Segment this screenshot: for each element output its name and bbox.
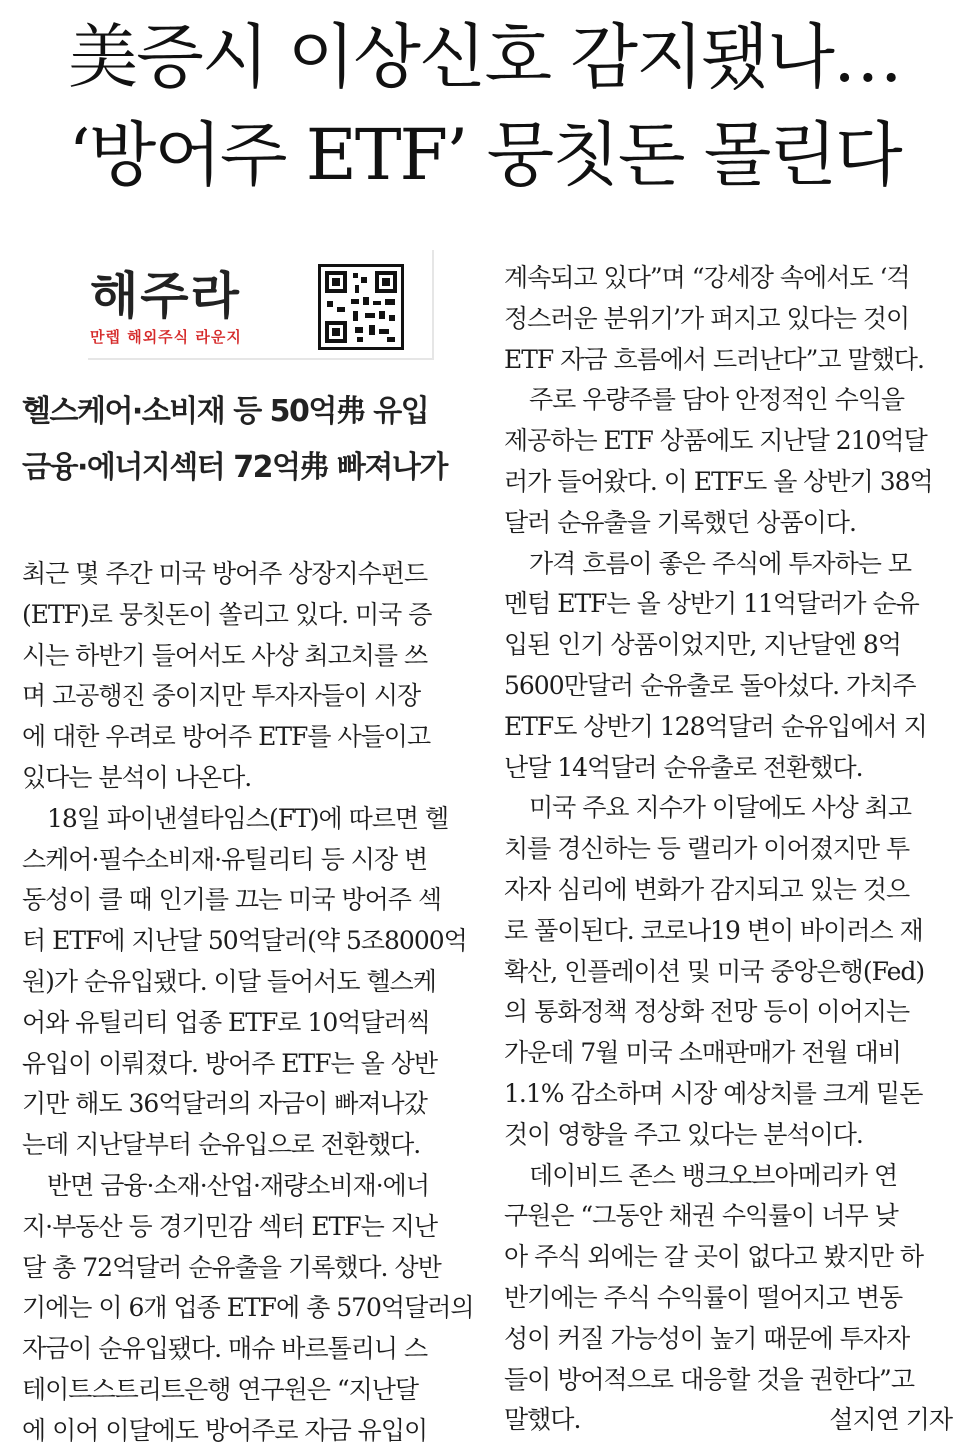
subheadline [22,384,484,496]
body-line: 가격 흐름이 좋은 주식에 투자하는 모 [529,548,911,578]
body-line: 들이 방어적으로 대응할 것을 권한다”고 [504,1364,914,1394]
body-line: 유입이 이뤄졌다. 방어주 ETF는 올 상반 [22,1048,438,1078]
body-line: 계속되고 있다”며 “강세장 속에서도 ‘걱 [504,263,910,292]
byline: 설지연 기자 [829,1405,952,1435]
body-line: 기만 해도 36억달러의 자금이 빠져나갔 [22,1089,427,1119]
body-line: 에 대한 우려로 방어주 ETF를 사들이고 [22,722,431,752]
body-line: 며 고공행진 중이지만 투자자들이 시장 [22,681,421,711]
headline-line-2: ‘방어주 ETF’ 뭉칫돈 몰린다 [68,114,901,196]
body-line: 달러 순유출을 기록했던 상품이다. [504,507,856,537]
headline [0,8,969,204]
subheadline-line-1: 헬스케어·소비재 등 50억弗 유입 [22,394,429,429]
body-line: 아 주식 외에는 갈 곳이 없다고 봤지만 하 [504,1242,924,1272]
body-line: 스케어·필수소비재·유틸리티 등 시장 변 [22,844,428,874]
subheadline-line-2: 금융·에너지섹터 72억弗 빠져나가 [22,450,447,485]
body-line: 로 풀이된다. 코로나19 변이 바이러스 재 [504,915,923,945]
body-line: 어와 유틸리티 업종 ETF로 10억달러씩 [22,1007,430,1037]
article-body-left [22,554,484,1452]
body-line: ETF도 상반기 128억달러 순유입에서 지 [504,711,927,741]
body-line: 테이트스트리트은행 연구원은 “지난달 [22,1374,419,1404]
body-line: 자금이 순유입됐다. 매슈 바르톨리니 스 [22,1334,428,1364]
body-line: ETF 자금 흐름에서 드러난다”고 말했다. [504,344,924,374]
body-line: 미국 주요 지수가 이달에도 사상 최고 [529,793,911,823]
body-line: 주로 우량주를 담아 안정적인 수익을 [529,385,905,415]
body-line: 가운데 7월 미국 소매판매가 전월 대비 [504,1038,901,1068]
body-line: 시는 하반기 들어서도 사상 최고치를 쓰 [22,640,428,670]
body-line: 러가 들어왔다. 이 ETF도 올 상반기 38억 [504,466,933,496]
body-line: 는데 지난달부터 순유입으로 전환했다. [22,1130,421,1160]
headline-line-1: 美증시 이상신호 감지됐나… [68,16,901,98]
body-line: 달 총 72억달러 순유출을 기록했다. 상반 [22,1252,441,1282]
brand-subtitle: 만렙 해외주식 라운지 [90,328,242,346]
brand-title: 해주라 [90,267,241,325]
body-line: 있다는 분석이 나온다. [22,762,252,792]
body-line: 난달 14억달러 순유출로 전환했다. [504,752,863,782]
right-column [504,258,952,1441]
body-line: 5600만달러 순유출로 돌아섰다. 가치주 [504,670,916,700]
body-line: 멘텀 ETF는 올 상반기 11억달러가 순유 [504,589,919,619]
qr-code-icon[interactable] [318,264,404,350]
body-line: 성이 커질 가능성이 높기 때문에 투자자 [504,1323,910,1353]
body-line: 최근 몇 주간 미국 방어주 상장지수펀드 [22,559,428,588]
body-line: 정스러운 분위기’가 퍼지고 있다는 것이 [504,303,910,333]
closing-row [504,1400,952,1441]
closing-text: 말했다. [504,1405,581,1435]
body-line: 데이비드 존스 뱅크오브아메리카 연 [529,1160,898,1190]
body-line: 원)가 순유입됐다. 이달 들어서도 헬스케 [22,966,436,996]
body-line: 18일 파이낸셜타임스(FT)에 따르면 헬 [47,803,449,833]
body-line: 의 통화정책 정상화 전망 등이 이어지는 [504,997,910,1027]
left-column [22,240,484,1452]
body-line: 반기에는 주식 수익률이 떨어지고 변동 [504,1282,903,1312]
body-line: (ETF)로 뭉칫돈이 쏠리고 있다. 미국 증 [22,599,432,629]
article-body-right [504,258,952,1441]
body-line: 구원은 “그동안 채권 수익률이 너무 낮 [504,1201,898,1231]
body-line: 자자 심리에 변화가 감지되고 있는 것으 [504,874,910,904]
body-line: 것이 영향을 주고 있다는 분석이다. [504,1119,863,1149]
body-line: 터 ETF에 지난달 50억달러(약 5조8000억 [22,926,467,956]
body-line: 제공하는 ETF 상품에도 지난달 210억달 [504,426,927,456]
body-line: 치를 경신하는 등 랠리가 이어졌지만 투 [504,834,910,864]
section-brand [22,240,484,358]
body-line: 지·부동산 등 경기민감 섹터 ETF는 지난 [22,1211,438,1241]
body-line: 에 이어 이달에도 방어주로 자금 유입이 [22,1415,428,1445]
body-line: 반면 금융·소재·산업·재량소비재·에너 [47,1170,429,1200]
body-line: 1.1% 감소하며 시장 예상치를 크게 밑돈 [504,1078,923,1108]
body-line: 기에는 이 6개 업종 ETF에 총 570억달러의 [22,1293,474,1323]
body-line: 입된 인기 상품이었지만, 지난달엔 8억 [504,630,901,660]
body-line: 동성이 클 때 인기를 끄는 미국 방어주 섹 [22,885,442,915]
body-line: 확산, 인플레이션 및 미국 중앙은행(Fed) [504,956,925,986]
